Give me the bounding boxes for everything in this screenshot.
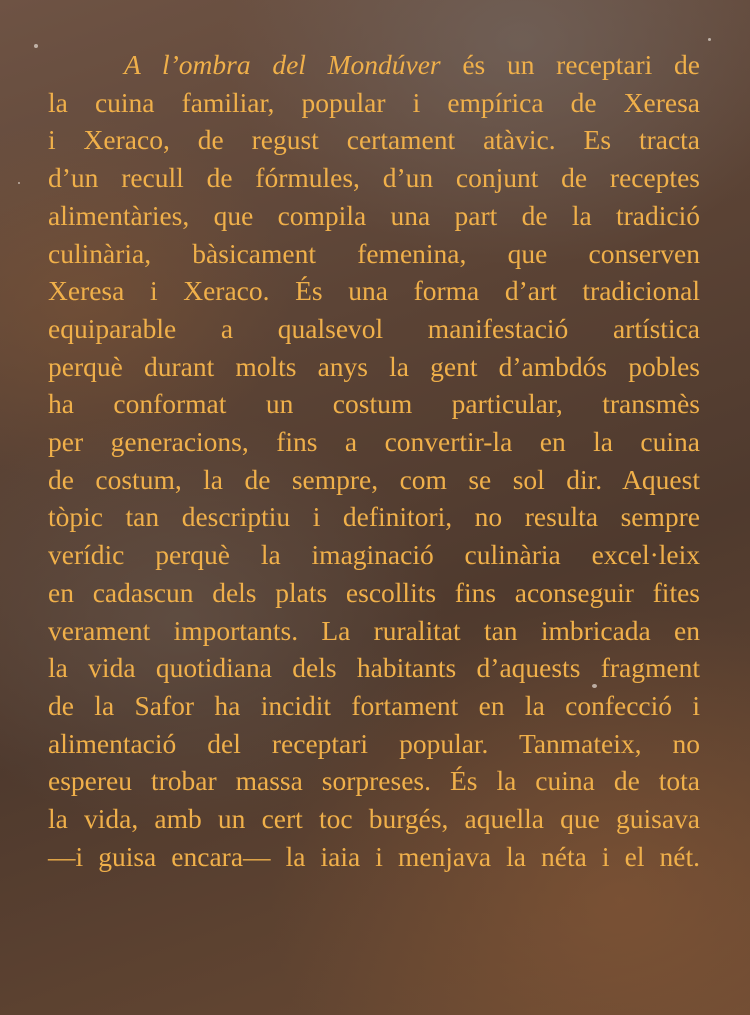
book-title: A l’ombra del Mondúver xyxy=(124,49,441,80)
blurb-line: verídic perquè la imaginació culinària excel·leix xyxy=(48,539,700,571)
blurb-line: en cadascun dels plats escollits fins aconseguir fites xyxy=(48,576,700,608)
blurb-line: d’un recull de fórmules, d’un conjunt de receptes xyxy=(48,162,700,194)
blurb-line: verament importants. La ruralitat tan imbricada en xyxy=(48,614,700,646)
blurb-line-text: és un receptari de xyxy=(440,49,700,80)
dust-speck xyxy=(18,182,20,184)
blurb-line: la vida, amb un cert toc burgés, aquella que guisava xyxy=(48,803,700,835)
blurb-line: per generacions, fins a convertir-la en la cuina xyxy=(48,426,700,458)
blurb-line: perquè durant molts anys la gent d’ambdós pobles xyxy=(48,350,700,382)
blurb-line: equiparable a qualsevol manifestació artística xyxy=(48,312,700,344)
blurb-line: la cuina familiar, popular i empírica de Xeresa xyxy=(48,86,700,118)
blurb-line: —i guisa encara— la iaia i menjava la néta i el nét. xyxy=(48,840,700,872)
dust-speck xyxy=(708,38,711,41)
blurb-line: alimentació del receptari popular. Tanmateix, no xyxy=(48,727,700,759)
blurb-line: i Xeraco, de regust certament atàvic. Es tracta xyxy=(48,124,700,156)
blurb-line: culinària, bàsicament femenina, que conserven xyxy=(48,237,700,269)
blurb-line: Xeresa i Xeraco. És una forma d’art tradicional xyxy=(48,275,700,307)
blurb-line: alimentàries, que compila una part de la tradició xyxy=(48,199,700,231)
blurb-line: ha conformat un costum particular, transmès xyxy=(48,388,700,420)
blurb-line xyxy=(48,46,700,84)
blurb-line: la vida quotidiana dels habitants d’aquests fragment xyxy=(48,652,700,684)
blurb-line: de costum, la de sempre, com se sol dir. Aquest xyxy=(48,463,700,495)
blurb-paragraph xyxy=(48,46,700,875)
blurb-line: de la Safor ha incidit fortament en la confecció i xyxy=(48,689,700,721)
blurb-line: espereu trobar massa sorpreses. És la cuina de tota xyxy=(48,765,700,797)
blurb-line: tòpic tan descriptiu i definitori, no resulta sempre xyxy=(48,501,700,533)
dust-speck xyxy=(34,44,38,48)
